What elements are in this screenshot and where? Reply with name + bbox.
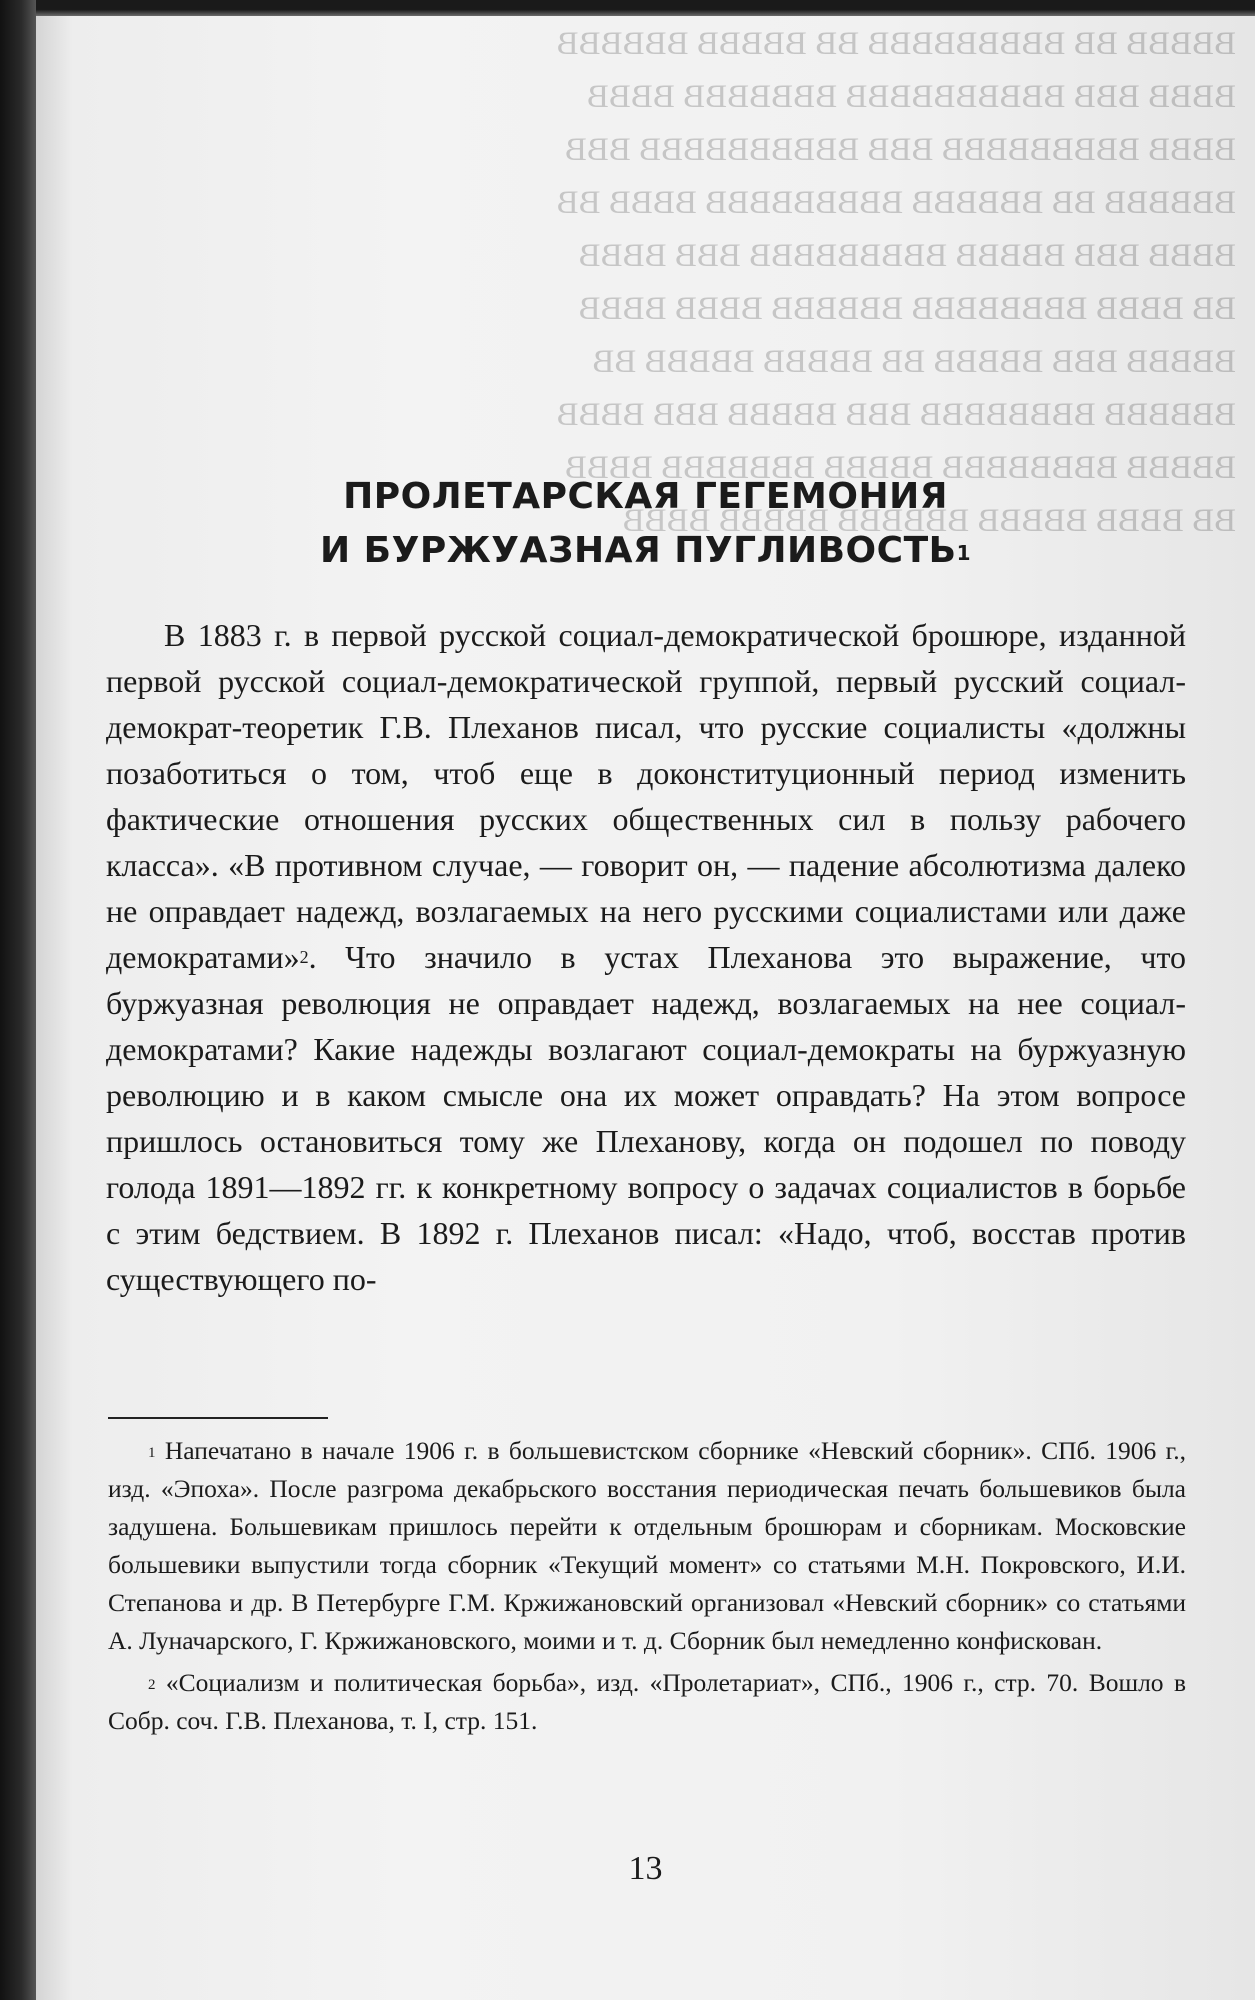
bleed-through-text: ВВВВВ ВВ ВВВВВВВВВ ВВ ВВВВВ ВВВВВВ ВВВВ ВВВ ВВВВВВВВВВ ВВВВВВВ ВВВВ ВВВВ ВВВВВВВВВ ВВВ ВВВВВВВВВВ ВВВ ВВВВВВ ВВ ВВВВВВ ВВВВВВВВВ ВВВВ ВВ ВВВВ ВВВ ВВВВВ ВВВВВВВВВ ВВВ ВВВВ ВВ ВВВВ ВВВВВВВВ ВВВВВВ ВВВВ ВВВВ ВВВВВ ВВВ ВВВВВ ВВ ВВВВВ ВВВВВ ВВ ВВВВВВ ВВВВВВВВ ВВВ ВВВВВ ВВВ ВВВВ ВВВВВ ВВВВВВВВ ВВВВВ ВВВВВВВ ВВВВ ВВ ВВВВ ВВВВВ ВВВВВВ ВВВВВ ВВВВ [556, 26, 1236, 539]
chapter-title-line-2-text: И БУРЖУАЗНАЯ ПУГЛИВОСТЬ [320, 530, 957, 571]
footnotes [108, 1432, 1186, 1744]
body-text-part-2: . Что значило в устах Плеханова это выражение, что буржуазная революция не оправдает надежд, возлагаемых на нее социал-демократами? Какие надежды возлагают социал-демократы на буржуазную революцию и в каком смысле она их может оправдать? На этом вопросе пришлось остановиться тому же Плеханову, когда он подошел по поводу голода 1891—1892 гг. к конкретному вопросу о задачах социалистов в борьбе с этим бедствием. В 1892 г. Плеханов писал: «Надо, чтоб, восстав против существующего по- [106, 939, 1186, 1297]
chapter-title-line-2 [36, 524, 1255, 578]
footnote-1-mark: 1 [148, 1445, 156, 1461]
page-number: 13 [628, 1850, 663, 1887]
body-text-part-1: В 1883 г. в первой русской социал-демократической брошюре, изданной первой русской социал-демократической группой, первый русский социал-демократ-теоретик Г.В. Плеханов писал, что русские социалисты «должны позаботиться о том, чтоб еще в доконституционный период изменить фактические отношения русских общественных сил в пользу рабочего класса». «В противном случае, — говорит он, — падение абсолютизма далеко не оправдает надежд, возлагаемых на него русскими социалистами или даже демократами» [106, 617, 1186, 975]
page-top-edge [36, 0, 1255, 16]
footnote-2-mark: 2 [148, 1677, 156, 1693]
body-paragraph [106, 612, 1186, 1302]
footnote-1-text: Напечатано в начале 1906 г. в большевистском сборнике «Невский сборник». СПб. 1906 г., изд. «Эпоха». После разгрома декабрьского восстания периодическая печать большевиков была задушена. Большевикам пришлось перейти к отдельным брошюрам и сборникам. Московские большевики выпустили тогда сборник «Текущий момент» со статьями М.Н. Покровского, И.И. Степанова и др. В Петербурге Г.М. Кржижановский организовал «Невский сборник» со статьями А. Луначарского, Г. Кржижановского, моими и т. д. Сборник был немедленно конфискован. [108, 1436, 1186, 1655]
footnote-2 [108, 1664, 1186, 1740]
chapter-title [36, 470, 1255, 578]
body-footnote-mark: 2 [299, 947, 309, 967]
chapter-title-footnote-mark: 1 [956, 541, 971, 565]
footnote-1 [108, 1432, 1186, 1660]
book-page [36, 0, 1255, 2000]
footnote-separator [108, 1417, 328, 1419]
book-binding-gutter [0, 0, 36, 2000]
chapter-title-line-1: ПРОЛЕТАРСКАЯ ГЕГЕМОНИЯ [343, 476, 948, 517]
footnote-2-text: «Социализм и политическая борьба», изд. «Пролетариат», СПб., 1906 г., стр. 70. Вошло в Собр. соч. Г.В. Плеханова, т. I, стр. 151. [108, 1668, 1186, 1735]
